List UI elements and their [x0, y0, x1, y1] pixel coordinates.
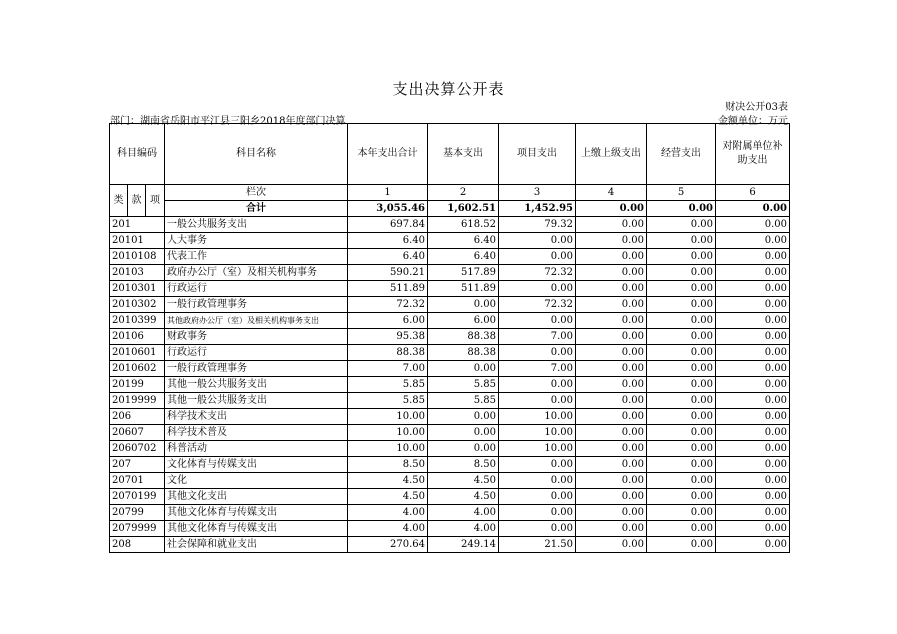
header-subsidiary: 对附属单位补助支出 — [716, 124, 790, 185]
row-value: 8.50 — [428, 457, 499, 473]
row-value: 0.00 — [716, 441, 790, 457]
row-value: 0.00 — [576, 457, 647, 473]
row-value: 0.00 — [647, 329, 716, 345]
row-value: 6.40 — [428, 233, 499, 249]
row-name: 文化 — [165, 473, 348, 489]
header-xiang: 项 — [146, 185, 165, 217]
row-value: 6.40 — [348, 233, 428, 249]
row-code: 201 — [110, 217, 165, 233]
row-value: 0.00 — [428, 409, 499, 425]
row-name: 一般行政管理事务 — [165, 297, 348, 313]
row-code: 2010108 — [110, 249, 165, 265]
table-row — [110, 281, 790, 297]
header-business: 经营支出 — [647, 124, 716, 185]
header-upper: 上缴上级支出 — [576, 124, 647, 185]
row-name: 行政运行 — [165, 345, 348, 361]
row-name: 其他一般公共服务支出 — [165, 377, 348, 393]
row-name: 科学技术支出 — [165, 409, 348, 425]
row-value: 0.00 — [576, 377, 647, 393]
row-value: 8.50 — [348, 457, 428, 473]
table-row — [110, 473, 790, 489]
row-value: 0.00 — [716, 393, 790, 409]
table-row — [110, 361, 790, 377]
row-value: 0.00 — [428, 297, 499, 313]
table-row — [110, 393, 790, 409]
row-name: 文化体育与传媒支出 — [165, 457, 348, 473]
row-value: 0.00 — [499, 505, 576, 521]
row-name: 科普活动 — [165, 441, 348, 457]
row-value: 10.00 — [348, 409, 428, 425]
table-row — [110, 409, 790, 425]
row-value: 0.00 — [716, 217, 790, 233]
row-value: 0.00 — [716, 297, 790, 313]
row-value: 4.50 — [428, 489, 499, 505]
table-row — [110, 217, 790, 233]
row-value: 511.89 — [348, 281, 428, 297]
table-body — [110, 124, 790, 553]
expenditure-table — [109, 123, 790, 553]
table-row — [110, 425, 790, 441]
row-value: 4.00 — [348, 521, 428, 537]
row-value: 6.40 — [348, 249, 428, 265]
row-value: 0.00 — [499, 249, 576, 265]
row-value: 5.85 — [348, 377, 428, 393]
row-value: 6.40 — [428, 249, 499, 265]
row-value: 0.00 — [647, 297, 716, 313]
row-value: 0.00 — [647, 233, 716, 249]
row-code: 2010301 — [110, 281, 165, 297]
row-value: 88.38 — [428, 329, 499, 345]
row-value: 0.00 — [576, 537, 647, 553]
row-value: 0.00 — [716, 473, 790, 489]
row-code: 20607 — [110, 425, 165, 441]
department-label: 部门：湖南省岳阳市平江县三阳乡2018年度部门决算 — [110, 116, 346, 127]
row-value: 4.50 — [348, 489, 428, 505]
row-value: 4.50 — [348, 473, 428, 489]
row-value: 10.00 — [348, 441, 428, 457]
row-code: 207 — [110, 457, 165, 473]
row-value: 10.00 — [499, 425, 576, 441]
row-value: 0.00 — [647, 393, 716, 409]
row-value: 4.00 — [348, 505, 428, 521]
total-value: 1,602.51 — [428, 201, 499, 217]
row-value: 0.00 — [576, 505, 647, 521]
row-value: 0.00 — [499, 489, 576, 505]
row-value: 0.00 — [576, 345, 647, 361]
col-num: 4 — [576, 185, 647, 201]
header-name: 科目名称 — [165, 124, 348, 185]
row-name: 其他文化体育与传媒支出 — [165, 521, 348, 537]
row-code: 20103 — [110, 265, 165, 281]
header-project: 项目支出 — [499, 124, 576, 185]
row-value: 270.64 — [348, 537, 428, 553]
row-code: 2010601 — [110, 345, 165, 361]
row-value: 0.00 — [716, 281, 790, 297]
row-value: 0.00 — [647, 441, 716, 457]
table-row — [110, 249, 790, 265]
row-value: 0.00 — [499, 473, 576, 489]
col-num: 6 — [716, 185, 790, 201]
row-value: 0.00 — [647, 473, 716, 489]
row-value: 88.38 — [348, 345, 428, 361]
row-name: 社会保障和就业支出 — [165, 537, 348, 553]
row-value: 0.00 — [428, 441, 499, 457]
row-code: 2019999 — [110, 393, 165, 409]
header-lanci: 栏次 — [165, 185, 348, 201]
row-value: 0.00 — [647, 425, 716, 441]
row-value: 0.00 — [647, 409, 716, 425]
row-value: 10.00 — [499, 441, 576, 457]
row-value: 0.00 — [576, 217, 647, 233]
table-row — [110, 537, 790, 553]
row-value: 697.84 — [348, 217, 428, 233]
col-num: 1 — [348, 185, 428, 201]
table-row — [110, 313, 790, 329]
row-value: 7.00 — [499, 361, 576, 377]
table-row — [110, 521, 790, 537]
row-value: 10.00 — [499, 409, 576, 425]
row-value: 0.00 — [647, 505, 716, 521]
row-value: 5.85 — [428, 393, 499, 409]
row-value: 0.00 — [716, 537, 790, 553]
row-name: 行政运行 — [165, 281, 348, 297]
total-label: 合计 — [165, 201, 348, 217]
row-name: 其他文化支出 — [165, 489, 348, 505]
row-value: 0.00 — [499, 393, 576, 409]
row-value: 6.00 — [348, 313, 428, 329]
row-value: 0.00 — [576, 409, 647, 425]
row-value: 0.00 — [576, 361, 647, 377]
row-code: 20701 — [110, 473, 165, 489]
table-row — [110, 377, 790, 393]
row-value: 7.00 — [499, 329, 576, 345]
row-value: 0.00 — [647, 265, 716, 281]
row-value: 0.00 — [576, 489, 647, 505]
row-value: 95.38 — [348, 329, 428, 345]
row-code: 2079999 — [110, 521, 165, 537]
row-code: 2010602 — [110, 361, 165, 377]
row-value: 4.00 — [428, 505, 499, 521]
row-value: 5.85 — [348, 393, 428, 409]
row-value: 249.14 — [428, 537, 499, 553]
row-value: 88.38 — [428, 345, 499, 361]
header-basic: 基本支出 — [428, 124, 499, 185]
row-value: 0.00 — [716, 233, 790, 249]
form-number: 财决公开03表 — [725, 102, 788, 113]
row-value: 21.50 — [499, 537, 576, 553]
row-value: 0.00 — [428, 425, 499, 441]
row-name: 其他一般公共服务支出 — [165, 393, 348, 409]
table-row — [110, 489, 790, 505]
row-value: 0.00 — [576, 329, 647, 345]
total-value: 3,055.46 — [348, 201, 428, 217]
row-value: 0.00 — [716, 521, 790, 537]
row-value: 0.00 — [499, 281, 576, 297]
row-value: 0.00 — [647, 361, 716, 377]
row-value: 72.32 — [348, 297, 428, 313]
header-kuan: 款 — [128, 185, 146, 217]
page-title: 支出决算公开表 — [392, 80, 505, 98]
row-name: 其他文化体育与传媒支出 — [165, 505, 348, 521]
row-code: 20799 — [110, 505, 165, 521]
row-code: 2070199 — [110, 489, 165, 505]
row-value: 0.00 — [647, 345, 716, 361]
row-value: 590.21 — [348, 265, 428, 281]
col-num: 5 — [647, 185, 716, 201]
header-row — [110, 124, 790, 185]
row-value: 511.89 — [428, 281, 499, 297]
row-name: 财政事务 — [165, 329, 348, 345]
row-value: 0.00 — [647, 537, 716, 553]
row-value: 79.32 — [499, 217, 576, 233]
row-value: 7.00 — [348, 361, 428, 377]
header-total: 本年支出合计 — [348, 124, 428, 185]
table-row — [110, 265, 790, 281]
row-name: 人大事务 — [165, 233, 348, 249]
row-code: 206 — [110, 409, 165, 425]
col-num: 3 — [499, 185, 576, 201]
row-value: 0.00 — [716, 409, 790, 425]
row-value: 0.00 — [576, 281, 647, 297]
row-code: 2010302 — [110, 297, 165, 313]
row-value: 0.00 — [647, 489, 716, 505]
row-value: 0.00 — [716, 457, 790, 473]
row-name: 一般公共服务支出 — [165, 217, 348, 233]
row-value: 0.00 — [576, 265, 647, 281]
row-value: 72.32 — [499, 297, 576, 313]
row-code: 2010399 — [110, 313, 165, 329]
row-code: 20199 — [110, 377, 165, 393]
row-value: 0.00 — [576, 249, 647, 265]
column-number-row — [110, 185, 790, 201]
table-row — [110, 233, 790, 249]
row-code: 20106 — [110, 329, 165, 345]
row-value: 0.00 — [647, 217, 716, 233]
row-value: 0.00 — [428, 361, 499, 377]
row-value: 0.00 — [499, 377, 576, 393]
row-value: 0.00 — [716, 345, 790, 361]
row-code: 208 — [110, 537, 165, 553]
row-value: 72.32 — [499, 265, 576, 281]
row-value: 0.00 — [576, 441, 647, 457]
table-row — [110, 505, 790, 521]
row-value: 0.00 — [647, 281, 716, 297]
row-value: 0.00 — [716, 249, 790, 265]
row-value: 0.00 — [576, 473, 647, 489]
total-value: 0.00 — [576, 201, 647, 217]
row-value: 0.00 — [576, 521, 647, 537]
col-num: 2 — [428, 185, 499, 201]
row-value: 618.52 — [428, 217, 499, 233]
row-value: 0.00 — [499, 313, 576, 329]
row-value: 4.50 — [428, 473, 499, 489]
row-name: 政府办公厅（室）及相关机构事务 — [165, 265, 348, 281]
row-value: 0.00 — [716, 425, 790, 441]
row-name: 一般行政管理事务 — [165, 361, 348, 377]
row-name: 科学技术普及 — [165, 425, 348, 441]
row-value: 0.00 — [499, 345, 576, 361]
row-value: 517.89 — [428, 265, 499, 281]
row-value: 6.00 — [428, 313, 499, 329]
row-value: 0.00 — [576, 313, 647, 329]
row-value: 0.00 — [716, 489, 790, 505]
table-row — [110, 441, 790, 457]
header-lei: 类 — [110, 185, 128, 217]
row-value: 0.00 — [716, 313, 790, 329]
row-code: 20101 — [110, 233, 165, 249]
total-row — [110, 201, 790, 217]
table-row — [110, 297, 790, 313]
row-name: 其他政府办公厅（室）及相关机构事务支出 — [165, 313, 348, 329]
row-value: 0.00 — [499, 457, 576, 473]
row-value: 10.00 — [348, 425, 428, 441]
row-value: 0.00 — [716, 361, 790, 377]
row-value: 0.00 — [647, 313, 716, 329]
row-value: 0.00 — [576, 425, 647, 441]
unit-label: 金额单位：万元 — [718, 116, 788, 127]
table-row — [110, 345, 790, 361]
row-value: 0.00 — [499, 233, 576, 249]
row-value: 0.00 — [647, 249, 716, 265]
table-row — [110, 457, 790, 473]
row-value: 5.85 — [428, 377, 499, 393]
row-value: 0.00 — [716, 505, 790, 521]
row-value: 0.00 — [576, 233, 647, 249]
row-name: 代表工作 — [165, 249, 348, 265]
header-code: 科目编码 — [110, 124, 165, 185]
total-value: 0.00 — [716, 201, 790, 217]
total-value: 1,452.95 — [499, 201, 576, 217]
total-value: 0.00 — [647, 201, 716, 217]
row-value: 0.00 — [716, 265, 790, 281]
row-value: 4.00 — [428, 521, 499, 537]
row-value: 0.00 — [576, 393, 647, 409]
row-value: 0.00 — [716, 329, 790, 345]
row-value: 0.00 — [647, 521, 716, 537]
row-code: 2060702 — [110, 441, 165, 457]
row-value: 0.00 — [499, 521, 576, 537]
row-value: 0.00 — [716, 377, 790, 393]
row-value: 0.00 — [647, 377, 716, 393]
table-row — [110, 329, 790, 345]
row-value: 0.00 — [647, 457, 716, 473]
row-value: 0.00 — [576, 297, 647, 313]
